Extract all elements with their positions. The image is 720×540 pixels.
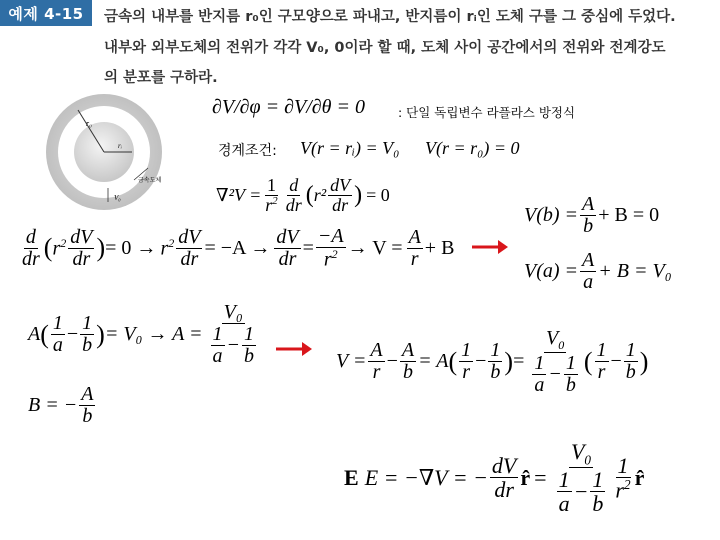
frac-dV-dr: $\frac{dV}{dr}$ (330, 175, 351, 215)
vb-rhs: + B = 0 (598, 204, 660, 226)
problem-line-1: 금속의 내부를 반지름 r₀인 구모양으로 파내고, 반지름이 rᵢ인 도체 구를 그 중심에 두었다. (104, 9, 676, 25)
va-equation: V(a) = $\frac{A}{a}$ + B = V₀ (524, 249, 672, 293)
va-lhs: V(a) = (524, 260, 579, 282)
laplace-spherical: ∇²V = $\frac{1}{r^2}$ $\frac{d}{dr}$ ( r² $\frac{dV}{dr}$ ) = 0 (216, 175, 390, 215)
solve-b-num: A (81, 383, 94, 405)
solve-b-row (28, 384, 97, 427)
v-final-mid: = A (418, 350, 449, 373)
frac-d-dr: $\frac{d}{dr}$ (285, 175, 302, 215)
e-final-rhat: r̂ (520, 464, 531, 490)
label-ro: r₀ (86, 119, 92, 128)
label-metal: 금속도체 (138, 177, 162, 184)
va-rhs: + B = V₀ (598, 260, 672, 282)
frac-1-r2: $\frac{1}{r^2}$ (265, 175, 278, 215)
solve-a-v0: V₀ (223, 301, 243, 323)
problem-line-3: 의 분포를 구하라. (104, 70, 218, 86)
partial-derivative-eq: ∂V/∂φ = ∂V/∂θ = 0 (212, 96, 365, 118)
problem-line-2: 내부와 외부도체의 전위가 각각 V₀, 0이라 할 때, 도체 사이 공간에서의 전위와 전계강도 (104, 40, 666, 56)
boundary-label: 경계조건: (218, 143, 277, 159)
solve-a-tail: = V₀ → A = (104, 323, 203, 345)
label-ri: rᵢ (118, 142, 122, 150)
step4-tail: + B (424, 236, 455, 259)
v-final-row: V = $\frac{A}{r}$ − $\frac{A}{b}$ = A ( $\frac{1}{r}$ − $\frac{1}{b}$ ) = $V_0$ $\frac{1}{a}$ − $\frac{1}{b}$ ( $\frac{1}{r}$ − $\frac{1}{b}$ ) (336, 327, 649, 396)
solve-b-lhs: B = − (28, 394, 78, 416)
red-arrow-icon (276, 342, 312, 356)
step2-tail: = −A → (204, 236, 271, 259)
laplace-note: : 단일 독립변수 라플라스 방정식 (398, 105, 576, 120)
example-badge: 예제 4-15 (0, 0, 92, 26)
label-v0: V₀ (114, 194, 121, 202)
solve-b-den: b (82, 405, 93, 427)
boundary-cond-2: V(r = r₀) = 0 (425, 138, 520, 158)
derivation-row: $\frac{d}{dr}$ ( $r^2$ $\frac{dV}{dr}$ ) = 0 → $r^2$ $\frac{dV}{dr}$ = −A → $\frac{dV}{dr}$ = $\frac{-A}{r^2}$ → V = $\frac{A}{r}$ + B (22, 225, 455, 271)
step1-tail: = 0 → (105, 236, 157, 259)
vb-equation: V(b) = $\frac{A}{b}$ + B = 0 (524, 193, 660, 237)
laplace-tail: = 0 (366, 184, 390, 205)
laplace-lhs: ∇²V = (216, 184, 262, 205)
laplace-r2: r² (313, 184, 327, 205)
boundary-cond-1: V(r = rᵢ) = V₀ (300, 138, 400, 158)
vb-lhs: V(b) = (524, 204, 579, 226)
red-arrow-icon (472, 240, 508, 254)
solve-a-row: A ( $\frac{1}{a}$ − $\frac{1}{b}$ ) = V₀ → A = V₀ $\frac{1}{a}$ − $\frac{1}{b}$ (28, 301, 254, 367)
v-final-lhs: V = (336, 350, 367, 373)
e-final-eq: = (534, 464, 547, 490)
step3-tail: → V = (347, 236, 403, 259)
e-final-row: E E = −∇V = − $\frac{dV}{dr}$ r̂ = $V_0$ $\frac{1}{a}$ − $\frac{1}{b}$ $\frac{1}{r^2}$ r̂ (344, 439, 645, 517)
e-final-lhs: E = −∇V = − (364, 464, 488, 490)
concentric-sphere-figure (38, 92, 172, 212)
